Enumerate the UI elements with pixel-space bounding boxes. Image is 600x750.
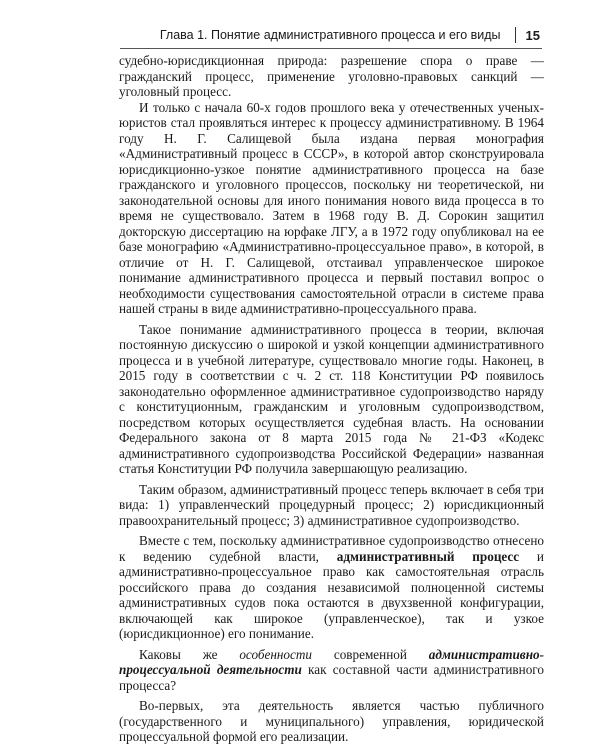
paragraph-text: и административно-процессуальное право как самостоятельная отрасль российского права до создания независимой полноценной системы административных судов пока остаются в двухзвенной конфигурации, включающей как широкое (управленческое), так и узкое (юрисдикционное) его понимание. [119,548,544,641]
paragraph: судебно-юрисдикционная природа: разрешение спора о праве — гражданский процесс, применение уголовно-правовых санкций — уголовный процесс. [119,53,544,99]
paragraph-text: как составной части административного процесса? [119,662,544,693]
bold-italic-term: административно-процессуальной деятельности [119,646,544,677]
paragraph-text: Вместе с тем, поскольку административное судопроизводство отнесено к ведению судебной власти, [119,533,544,564]
paragraph: Такое понимание административного процесса в теории, включая постоянную дискуссию о широкой и узкой концепции административного процесса и в учебной литературе, существовало многие годы. Наконец, в 2015 году в соответствии с ч. 2 ст. 118 Конституции РФ появилось законодательно оформленное административное судопроизводство наряду с конституционным, гражданским и уголовным судопроизводством, посредством которых осуществляется судебная власть. На основании Федерального закона от 8 марта 2015 года № 21-ФЗ «Кодекс административного судопроизводства Российской Федерации» названная статья Конституции РФ получила завершающую реализацию. [119,321,544,476]
page-body [119,53,544,745]
header-separator [515,27,516,43]
chapter-title: Глава 1. Понятие административного процесса и его виды [159,28,501,42]
header-rule [120,48,542,49]
paragraph: Таким образом, административный процесс теперь включает в себя три вида: 1) управленческий процедурный процесс; 2) юрисдикционный правоохранительный процесс; 3) административное судопроизводство. [119,481,544,528]
page-number: 15 [525,27,540,43]
paragraph [119,533,544,642]
paragraph: Во-первых, эта деятельность является частью публичного (государственного и муниципального) управления, юридической процессуальной формой его реализации. [119,698,544,744]
paragraph: И только с начала 60-х годов прошлого века у отечественных ученых-юристов стал проявляться интерес к процессу административному. В 1964 году Н. Г. Салищевой была издана первая монография «Административный процесс в СССР», в которой автор сконструировала юрисдикционно-узкое понятие административного процесса на базе гражданского и уголовного процессов, поскольку ни теоретической, ни законодательной основы для иного понимания нового вида процесса в то время не существовало. Затем в 1968 году В. Д. Сорокин защитил докторскую диссертацию на юрфаке ЛГУ, а в 1972 году опубликовал на ее базе монографию «Административно-процессуальное право», в которой, в отличие от Н. Г. Салищевой, отстаивал управленческое широкое понимание административного процесса и первый поставил вопрос о необходимости существования самостоятельной отрасли в системе права нашей страны в виде административно-процессуального права. [119,99,544,316]
bold-term: административный процесс [336,548,520,564]
paragraph-text: Каковы же [139,646,240,662]
italic-term: особенности [239,646,313,662]
running-header [120,24,540,46]
paragraph-text: современной [312,646,429,662]
paragraph [119,647,544,694]
